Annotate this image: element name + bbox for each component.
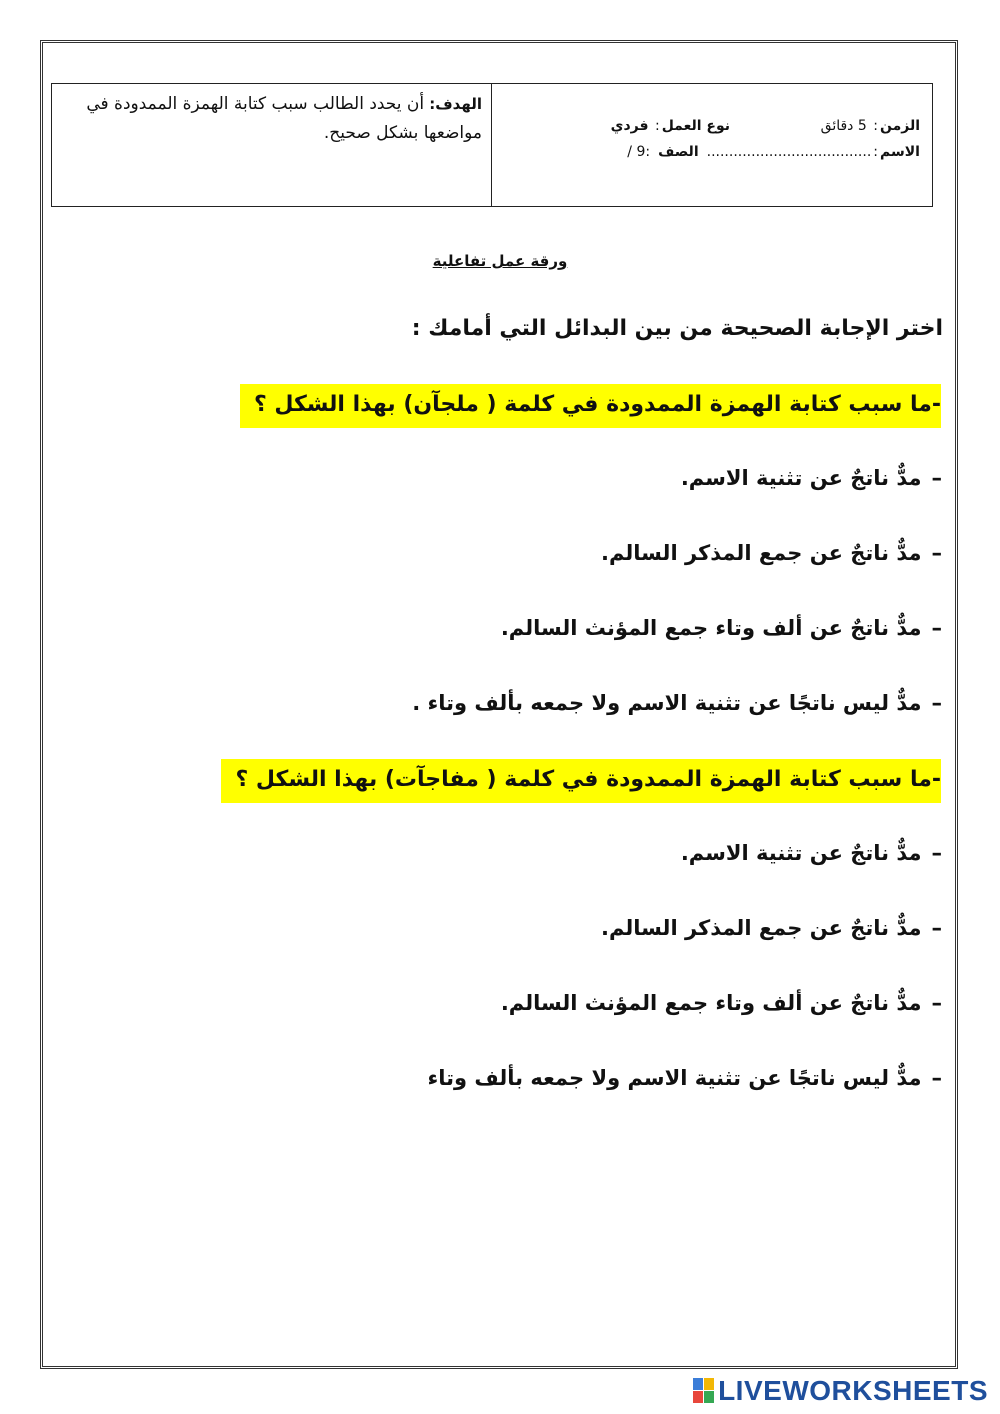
time-label: الزمن	[879, 118, 920, 134]
q1-option-2[interactable]: –مدٌّ ناتجٌ عن جمع المذكر السالم.	[600, 541, 942, 565]
question-1: -ما سبب كتابة الهمزة الممدودة في كلمة ( ملجآن) بهذا الشكل ؟	[240, 384, 941, 428]
q1-option-3[interactable]: –مدٌّ ناتجٌ عن ألف وتاء جمع المؤنث السالم.	[500, 616, 942, 640]
goal-box: الهدف: أن يحدد الطالب سبب كتابة الهمزة الممدودة في مواضعها بشكل صحيح.	[86, 94, 482, 143]
q2-option-2[interactable]: –مدٌّ ناتجٌ عن جمع المذكر السالم.	[600, 916, 942, 940]
q2-option-4[interactable]: –مدٌّ ليس ناتجًا عن تثنية الاسم ولا جمعه بألف وتاء	[427, 1066, 942, 1090]
work-type-value: فردي	[610, 118, 649, 134]
q2-option-1[interactable]: –مدٌّ ناتجٌ عن تثنية الاسم.	[680, 841, 942, 865]
watermark-text: LIVEWORKSHEETS	[718, 1375, 988, 1406]
work-type-field: نوع العمل: فردي	[610, 118, 730, 134]
header-box	[51, 83, 933, 207]
class-label: الصف	[658, 144, 699, 160]
class-value: :9 /	[627, 144, 651, 160]
q2-option-3[interactable]: –مدٌّ ناتجٌ عن ألف وتاء جمع المؤنث السالم.	[500, 991, 942, 1015]
liveworksheets-watermark	[693, 1376, 988, 1406]
goal-label: الهدف	[435, 95, 482, 113]
q1-option-1[interactable]: –مدٌّ ناتجٌ عن تثنية الاسم.	[680, 466, 942, 490]
worksheet-title: ورقة عمل تفاعلية	[432, 252, 568, 270]
question-2: -ما سبب كتابة الهمزة الممدودة في كلمة ( مفاجآت) بهذا الشكل ؟	[221, 759, 941, 803]
work-type-label: نوع العمل	[661, 118, 730, 134]
liveworksheets-logo-icon	[693, 1378, 715, 1404]
name-label: الاسم	[880, 144, 920, 160]
name-field[interactable]: .....................................	[706, 144, 872, 160]
goal-text: أن يحدد الطالب سبب كتابة الهمزة الممدودة في مواضعها بشكل صحيح.	[86, 94, 482, 143]
instruction: اختر الإجابة الصحيحة من بين البدائل التي أمامك :	[411, 316, 943, 341]
time-value: 5 دقائق	[820, 118, 867, 134]
q1-option-4[interactable]: –مدٌّ ليس ناتجًا عن تثنية الاسم ولا جمعه بألف وتاء .	[412, 691, 942, 715]
time-field: الزمن: 5 دقائق	[820, 118, 920, 134]
worksheet-info: الزمن: 5 دقائق نوع العمل: فردي الاسم : ..................................... الصف :9 /	[610, 118, 920, 160]
